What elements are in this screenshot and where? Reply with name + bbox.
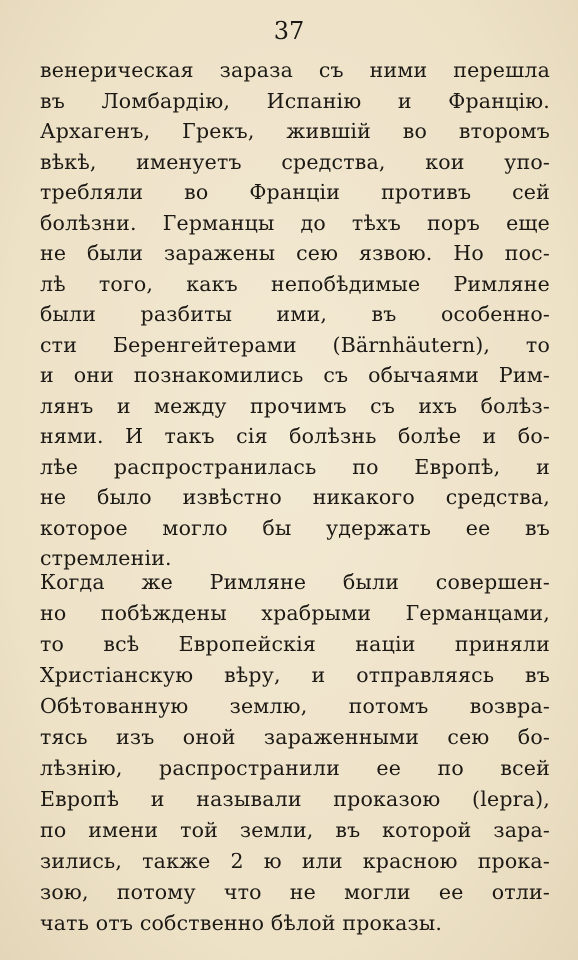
paragraph-2-line: Христіанскую вѣру, и отправляясь въ [40,663,550,687]
paragraph-1-line: лѣе распространилась по Европѣ, и [40,454,550,479]
paragraph-2-line: Когда же Римляне были совершен- [40,570,550,594]
paragraph-2-line: по имени той земли, въ которой зара- [40,818,550,842]
paragraph-1-line: венерическая зараза съ ними перешла [40,58,550,82]
paragraph-2-line: лѣзнію, распространили ее по всей [40,756,550,780]
paragraph-2-line: Обѣтованную землю, потомъ возвра- [40,694,550,718]
paragraph-1-line: лянъ и между прочимъ съ ихъ болѣз- [40,393,550,418]
paragraph-2-line: то всѣ Европейскія націи приняли [40,632,550,656]
paragraph-2-line: чать отъ собственно бѣлой проказы. [40,911,443,935]
paragraph-1-line: въ Ломбардію, Испанію и Францію. [40,88,550,113]
paragraph-1-line: лѣ того, какъ непобѣдимые Римляне [40,271,550,296]
paragraph-1 [40,55,550,574]
paragraph-1-line: сти Беренгейтерами (Bärnhäutern), то [40,332,550,357]
paragraph-1-line: требляли во Франціи противъ сей [40,180,550,204]
paragraph-2-line: Европѣ и называли проказою (lepra), [40,787,550,811]
paragraph-1-line: были разбиты ими, въ особенно- [40,302,550,326]
paragraph-1-line: стремленіи. [40,546,172,570]
paragraph-1-line: нями. И такъ сія болѣзнь болѣе и бо- [40,424,550,448]
paragraph-2 [40,567,550,939]
paragraph-2-line: зою, потому что не могли ее отли- [40,880,550,904]
paragraph-2-line: но побѣждены храбрыми Германцами, [40,601,550,625]
paragraph-1-line: вѣкѣ, именуетъ средства, кои упо- [40,149,550,174]
paragraph-1-line: Архагенъ, Грекъ, жившій во второмъ [40,119,550,143]
page-number: 37 [273,17,305,45]
paragraph-1-line: не были заражены сею язвою. Но пос- [40,241,550,265]
paragraph-1-line: и они познакомились съ обычаями Рим- [40,363,550,387]
paragraph-1-line: болѣзни. Германцы до тѣхъ поръ еще [40,210,550,235]
paragraph-1-line: которое могло бы удержать ее въ [40,515,550,540]
paragraph-2-line: тясь изъ оной зараженными сею бо- [40,725,550,749]
paragraph-1-line: не было извѣстно никакого средства, [40,485,550,509]
paragraph-2-line: зились, также 2 ю или красною прока- [40,849,550,873]
